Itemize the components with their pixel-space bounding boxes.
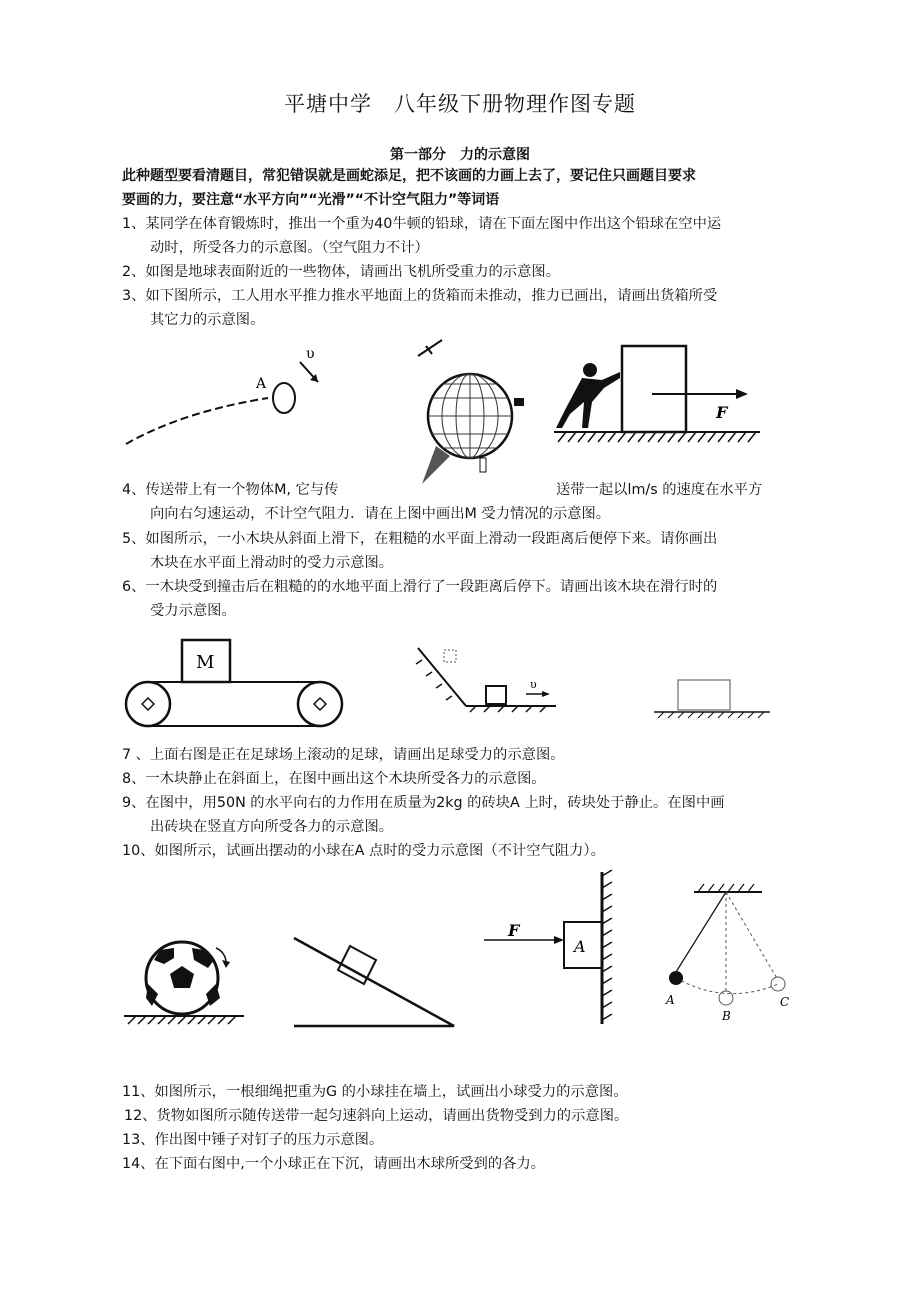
question-3-line-2: 其它力的示意图。 — [150, 312, 265, 328]
ceiling-hatch — [698, 884, 754, 892]
figure-shotput — [118, 340, 338, 450]
slope-velocity-arrow-head — [542, 691, 550, 697]
figure-slope — [414, 642, 560, 714]
satellite-icon — [514, 398, 524, 406]
question-3-line-1: 3、如下图所示，工人用水平推力推水平地面上的货箱而未推动，推力已画出，请画出货箱所受 — [122, 288, 718, 304]
page-title: 平塘中学 八年级下册物理作图专题 — [284, 92, 636, 116]
question-6 — [122, 575, 812, 623]
slope-block-ghost — [444, 650, 456, 662]
question-12 — [124, 1104, 814, 1128]
slope-block — [486, 686, 506, 704]
left-roller-axle — [142, 698, 154, 710]
football-patch — [192, 948, 214, 968]
incline — [294, 938, 454, 1026]
shotput-label-v: υ — [306, 346, 315, 362]
figure-conveyor — [124, 638, 346, 730]
ball-b — [719, 991, 733, 1005]
question-2 — [122, 260, 812, 284]
ball-c — [771, 977, 785, 991]
question-13 — [122, 1128, 812, 1152]
string-c — [726, 892, 778, 980]
question-8 — [122, 767, 812, 791]
figure-incline — [292, 936, 456, 1030]
wall-label-f: F — [508, 921, 520, 940]
question-4-line-1b: 送带一起以lm/s 的速度在水平方 — [556, 482, 763, 498]
question-5 — [122, 527, 812, 575]
right-roller — [298, 682, 342, 726]
question-8-line-1: 8、一木块静止在斜面上，在图中画出这个木块所受各力的示意图。 — [122, 771, 546, 787]
figure-earth — [398, 336, 538, 486]
question-4-line-2: 向向右匀速运动，不计空气阻力．请在上图中画出M 受力情况的示意图。 — [150, 506, 611, 522]
string-a — [676, 892, 726, 972]
question-10 — [122, 839, 812, 863]
note-line-2: 要画的力，要注意“水平方向”“光滑”“不计空气阻力”等词语 — [122, 192, 500, 208]
question-12-line-1: 12、货物如图所示随传送带一起匀速斜向上运动，请画出货物受到力的示意图。 — [124, 1108, 629, 1124]
football-patch — [170, 966, 194, 988]
ground-hatch — [558, 432, 756, 442]
question-13-line-1: 13、作出图中锤子对钉子的压力示意图。 — [122, 1132, 384, 1148]
field-hatch — [128, 1016, 236, 1024]
push-force-arrow-head — [736, 389, 748, 399]
ball-a — [669, 971, 683, 985]
pendulum-label-b: B — [722, 1009, 731, 1023]
note-line-1: 此种题型要看清题目，常犯错误就是画蛇添足，把不该画的力画上去了，要记住只画题目要求 — [122, 168, 696, 184]
left-roller — [126, 682, 170, 726]
question-7-line-1: 7 、上面右图是正在足球场上滚动的足球，请画出足球受力的示意图。 — [122, 747, 565, 763]
question-14-line-1: 14、在下面右图中,一个小球正在下沉，请画出木球所受到的各力。 — [122, 1156, 546, 1172]
question-9-line-1: 9、在图中，用50N 的水平向右的力作用在质量为2kg 的砖块A 上时，砖块处于静止。在图中画 — [122, 795, 725, 811]
conveyor-label-m: M — [196, 652, 215, 673]
pendulum-label-c: C — [780, 995, 790, 1009]
question-2-line-1: 2、如图是地球表面附近的一些物体，请画出飞机所受重力的示意图。 — [122, 264, 560, 280]
worker-label-f: F — [716, 403, 728, 422]
shotput-trajectory — [126, 398, 268, 444]
question-1 — [122, 212, 812, 260]
question-10-line-1: 10、如图所示，试画出摆动的小球在A 点时的受力示意图（不计空气阻力）。 — [122, 843, 605, 859]
question-1-line-2: 动时，所受各力的示意图。（空气阻力不计） — [150, 240, 429, 256]
object-icon — [480, 458, 486, 472]
rolling-arrow-head — [222, 960, 230, 968]
question-4-line-1a: 4、传送带上有一个物体M, 它与传 — [122, 482, 339, 498]
question-1-line-1: 1、某同学在体育锻炼时，推出一个重为40牛顿的铅球，请在下面左图中作出这个铅球在空中运 — [122, 216, 722, 232]
question-9 — [122, 791, 812, 839]
question-3 — [122, 284, 812, 332]
wall-label-a: A — [574, 937, 586, 956]
figure-football — [122, 936, 246, 1028]
shotput-label-a: A — [256, 376, 267, 392]
question-11-line-1: 11、如图所示，一根细绳把重为G 的小球挂在墙上，试画出小球受力的示意图。 — [122, 1084, 628, 1100]
airplane-icon — [418, 340, 442, 356]
question-9-line-2: 出砖块在竖直方向所受各力的示意图。 — [150, 819, 394, 835]
shotput-ball — [273, 383, 295, 413]
question-5-line-2: 木块在水平面上滑动时的受力示意图。 — [150, 555, 394, 571]
figure-pendulum — [660, 882, 792, 1023]
question-7 — [122, 743, 812, 767]
question-6-line-2: 受力示意图。 — [150, 603, 236, 619]
wall-force-arrow-head — [554, 936, 564, 944]
figure-wall — [480, 870, 620, 1028]
question-6-line-1: 6、一木块受到撞击后在粗糙的的水地平面上滑行了一段距离后停下。请画出该木块在滑行时的 — [122, 579, 718, 595]
question-5-line-1: 5、如图所示，一小木块从斜面上滑下，在粗糙的水平面上滑动一段距离后便停下来。请你画出 — [122, 531, 718, 547]
question-11 — [122, 1080, 812, 1104]
figure-sliding-block — [652, 674, 772, 720]
slope-incline — [418, 648, 466, 706]
figure-worker — [552, 342, 764, 446]
question-14 — [122, 1152, 812, 1176]
slope-label-v: υ — [530, 678, 537, 691]
sliding-block — [678, 680, 730, 710]
crate — [622, 346, 686, 432]
right-roller-axle — [314, 698, 326, 710]
pendulum-label-a: A — [666, 993, 675, 1007]
sliding-ground-hatch — [658, 712, 764, 718]
section-title: 第一部分 力的示意图 — [390, 147, 530, 163]
worker-figure — [556, 363, 620, 428]
